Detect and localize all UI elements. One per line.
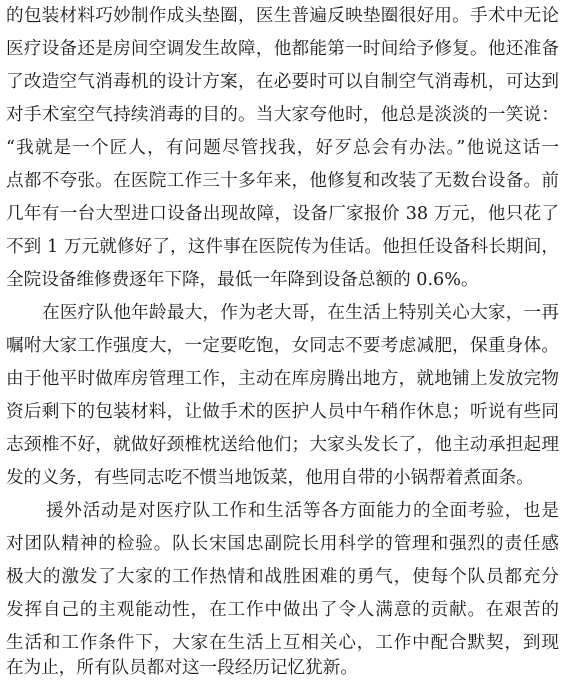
text-line: 发的义务，有些同志吃不惯当地饭菜，他用自带的小锅帮着煮面条。 bbox=[6, 468, 534, 488]
text-line: 由于他平时做库房管理工作，主动在库房腾出地方，就地铺上发放完物 bbox=[6, 369, 559, 389]
text-line: 全院设备维修费逐年下降，最低一年降到设备总额的 0.6%。 bbox=[6, 270, 479, 290]
text-line: 对手术室空气持续消毒的目的。当大家夸他时，他总是淡淡的一笑说： bbox=[6, 105, 559, 125]
text-line: 点都不夸张。在医院工作三十多年来，他修复和改装了无数台设备。前 bbox=[6, 171, 559, 191]
text-line: 对团队精神的检验。队长宋国忠副院长用科学的管理和强烈的责任感 bbox=[6, 534, 559, 554]
text-line: 的包装材料巧妙制作成头垫圈，医生普遍反映垫圈很好用。手术中无论 bbox=[6, 6, 559, 26]
text-line: 几年有一台大型进口设备出现故障，设备厂家报价 38 万元，他只花了 bbox=[6, 204, 559, 224]
paragraph-first-line: 援外活动是对医疗队工作和生活等各方面能力的全面考验，也是 bbox=[46, 501, 559, 521]
text-line: 志颈椎不好，就做好颈椎枕送给他们；大家头发长了，他主动承担起理 bbox=[6, 435, 559, 455]
text-line: 不到 1 万元就修好了，这件事在医院传为佳话。他担任设备科长期间， bbox=[6, 237, 559, 257]
paragraph-first-line: 在医疗队他年龄最大，作为老大哥，在生活上特别关心大家，一再 bbox=[42, 303, 559, 323]
text-line: 医疗设备还是房间空调发生故障，他都能第一时间给予修复。他还准备 bbox=[6, 39, 559, 59]
text-line: 嘱咐大家工作强度大，一定要吃饱，女同志不要考虑减肥，保重身体。 bbox=[6, 336, 559, 356]
text-line: 极大的激发了大家的工作热情和战胜困难的勇气，使每个队员都充分 bbox=[6, 567, 559, 587]
text-line: “我就是一个匠人，有问题尽管找我，好歹总会有办法。”他说这话一 bbox=[6, 138, 559, 158]
text-line: 发挥自己的主观能动性，在工作中做出了令人满意的贡献。在艰苦的 bbox=[6, 600, 559, 620]
text-line: 生活和工作条件下，大家在生活上互相关心，工作中配合默契，到现 bbox=[6, 633, 559, 653]
text-line: 在为止，所有队员都对这一段经历记忆犹新。 bbox=[6, 658, 358, 678]
text-line: 了改造空气消毒机的设计方案，在必要时可以自制空气消毒机，可达到 bbox=[6, 72, 559, 92]
text-line: 资后剩下的包装材料，让做手术的医护人员中午稍作休息；听说有些同 bbox=[6, 402, 559, 422]
